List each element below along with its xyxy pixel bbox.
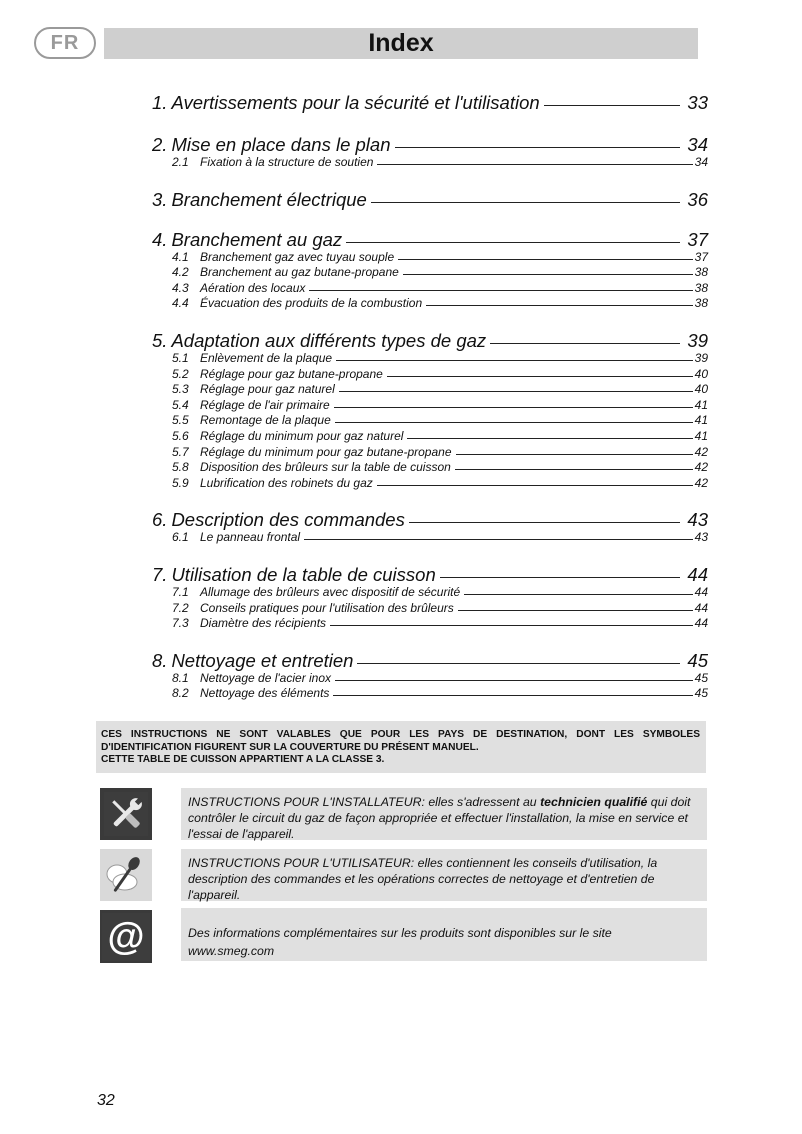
chef-spoon-icon xyxy=(100,849,152,901)
toc-subentry-number: 7.3 xyxy=(172,616,189,631)
toc-subentry-number: 6.1 xyxy=(172,530,189,545)
toc-entry-page: 33 xyxy=(687,92,708,113)
toc-subentry-title: Lubrification des robinets du gaz xyxy=(200,475,373,490)
toc-leader-line xyxy=(398,259,693,260)
toc-subentry-page: 44 xyxy=(694,600,708,615)
toc-leader-line xyxy=(456,454,693,455)
toc-entry-page: 39 xyxy=(687,329,708,351)
toc-subentry-title: Réglage du minimum pour gaz butane-propane xyxy=(200,444,452,459)
toc-leader-line xyxy=(334,407,693,408)
toc-subentry-number: 4.3 xyxy=(172,280,189,295)
toc-subentry-page: 39 xyxy=(694,350,708,365)
toc-subentry[interactable] xyxy=(172,429,708,445)
toc-subentry-title: Réglage pour gaz naturel xyxy=(200,382,335,397)
toc-subentry-title: Évacuation des produits de la combustion xyxy=(200,296,423,311)
toc-leader-line xyxy=(458,610,693,611)
toc-subentry-page: 45 xyxy=(694,686,708,701)
toc-leader-line xyxy=(333,695,692,696)
toc-subentry-number: 5.5 xyxy=(172,413,189,428)
toc-subentry-title: Nettoyage des éléments xyxy=(200,686,330,701)
toc-subentry-title: Fixation à la structure de soutien xyxy=(200,155,374,169)
toc-subentry-page: 38 xyxy=(694,280,708,295)
toc-section xyxy=(152,134,708,171)
toc-entry-page: 37 xyxy=(687,228,708,250)
toc-subentry[interactable] xyxy=(172,616,708,632)
toc-leader-line xyxy=(330,625,693,626)
toc-subentry-page: 41 xyxy=(694,413,708,428)
toc-subentry-number: 7.1 xyxy=(172,584,189,599)
toc-leader-line xyxy=(335,680,693,681)
toc-entry-number: 2. xyxy=(152,134,168,155)
toc-subentry-title: Allumage des brûleurs avec dispositif de sécurité xyxy=(200,584,461,599)
toc-leader-line xyxy=(395,147,681,148)
toc-leader-line xyxy=(426,305,693,306)
toc-subentry-title: Réglage de l'air primaire xyxy=(200,397,330,412)
toc-leader-line xyxy=(336,360,693,361)
toc-subentry[interactable] xyxy=(172,686,708,702)
toc-subentry-page: 44 xyxy=(694,616,708,631)
toc-subentry[interactable] xyxy=(172,445,708,461)
table-of-contents xyxy=(152,92,708,702)
toc-entry-title: Description des commandes xyxy=(171,509,405,531)
toc-subentry[interactable] xyxy=(172,281,708,297)
toc-leader-line xyxy=(544,105,680,106)
toc-leader-line xyxy=(357,663,680,664)
toc-subentry-number: 5.2 xyxy=(172,366,189,381)
toc-leader-line xyxy=(377,485,693,486)
toc-subentry-number: 4.1 xyxy=(172,249,189,264)
toc-subentry-page: 37 xyxy=(694,249,708,264)
toc-subentry[interactable] xyxy=(172,250,708,266)
toc-entry-page: 34 xyxy=(687,134,708,155)
toc-subentry-page: 40 xyxy=(694,366,708,381)
toc-entry-title: Branchement électrique xyxy=(171,188,367,210)
website-text-line-1: Des informations complémentaires sur les produits sont disponibles sur le site xyxy=(188,926,612,940)
toc-subentry[interactable] xyxy=(172,398,708,414)
tools-icon xyxy=(100,788,152,840)
toc-subentry-number: 5.9 xyxy=(172,475,189,490)
toc-entry[interactable] xyxy=(152,509,708,531)
toc-subentry-page: 40 xyxy=(694,382,708,397)
toc-subentry-number: 5.7 xyxy=(172,444,189,459)
toc-entry-number: 7. xyxy=(152,563,168,585)
toc-subentry-title: Enlèvement de la plaque xyxy=(200,350,333,365)
toc-subentry-title: Réglage pour gaz butane-propane xyxy=(200,366,383,381)
toc-entry-number: 8. xyxy=(152,649,168,671)
toc-entry-page: 36 xyxy=(687,188,708,210)
toc-subentry-title: Branchement au gaz butane-propane xyxy=(200,265,399,280)
website-text xyxy=(181,908,707,961)
toc-subentry[interactable] xyxy=(172,367,708,383)
toc-entry-number: 6. xyxy=(152,509,168,531)
installer-text-prefix: INSTRUCTIONS POUR L'INSTALLATEUR: elles s'adressent au xyxy=(188,795,541,809)
toc-leader-line xyxy=(464,594,693,595)
toc-subentry-number: 4.2 xyxy=(172,265,189,280)
installer-text xyxy=(181,788,707,840)
notice-line-1: CES INSTRUCTIONS NE SONT VALABLES QUE POUR LES PAYS DE DESTINATION, DONT LES SYMBOLES D'IDENTIFICATION FIGURENT SUR LA COUVERTURE DU PRÉSENT MANUEL. xyxy=(101,729,700,753)
toc-entry-title: Mise en place dans le plan xyxy=(171,134,391,155)
toc-entry-page: 43 xyxy=(687,509,708,531)
toc-subentry-page: 41 xyxy=(694,428,708,443)
at-sign-icon xyxy=(100,910,152,963)
toc-leader-line xyxy=(371,202,680,203)
language-badge: FR xyxy=(34,27,96,59)
toc-subentry-title: Nettoyage de l'acier inox xyxy=(200,670,332,685)
toc-subentry-number: 5.4 xyxy=(172,397,189,412)
toc-subentry-number: 8.1 xyxy=(172,670,189,685)
toc-leader-line xyxy=(455,469,693,470)
toc-leader-line xyxy=(377,164,692,165)
toc-entry-title: Branchement au gaz xyxy=(171,228,343,250)
toc-leader-line xyxy=(309,290,692,291)
toc-subentry[interactable] xyxy=(172,413,708,429)
toc-leader-line xyxy=(304,539,693,540)
toc-leader-line xyxy=(407,438,692,439)
toc-subentry[interactable] xyxy=(172,530,708,546)
toc-entry-number: 5. xyxy=(152,329,168,351)
page-number: 32 xyxy=(97,1092,115,1109)
toc-entry-number: 3. xyxy=(152,188,168,210)
toc-entry-title: Avertissements pour la sécurité et l'utilisation xyxy=(171,92,540,113)
website-url[interactable]: www.smeg.com xyxy=(188,944,275,958)
toc-subentry-number: 5.1 xyxy=(172,350,189,365)
toc-subentry-title: Réglage du minimum pour gaz naturel xyxy=(200,428,404,443)
toc-entry-number: 1. xyxy=(152,92,168,113)
toc-section xyxy=(152,229,708,312)
toc-subentry-page: 43 xyxy=(694,530,708,545)
toc-section xyxy=(152,509,708,546)
toc-section xyxy=(152,189,708,211)
toc-subentry[interactable] xyxy=(172,601,708,617)
toc-subentry-number: 2.1 xyxy=(172,155,189,169)
notice-line-2: CETTE TABLE DE CUISSON APPARTIENT A LA CLASSE 3. xyxy=(101,754,385,765)
toc-leader-line xyxy=(440,577,680,578)
toc-subentry-page: 38 xyxy=(694,265,708,280)
toc-section xyxy=(152,564,708,632)
toc-subentry[interactable] xyxy=(172,351,708,367)
toc-entry-number: 4. xyxy=(152,228,168,250)
toc-leader-line xyxy=(490,343,680,344)
svg-text:@: @ xyxy=(107,915,145,958)
toc-subentry[interactable] xyxy=(172,671,708,687)
toc-subentry-title: Branchement gaz avec tuyau souple xyxy=(200,249,395,264)
toc-subentry-number: 5.8 xyxy=(172,460,189,475)
toc-entry[interactable] xyxy=(152,330,708,352)
toc-entry-page: 45 xyxy=(687,649,708,671)
toc-subentry-page: 42 xyxy=(694,460,708,475)
toc-subentry-page: 34 xyxy=(694,155,708,169)
toc-subentry-title: Remontage de la plaque xyxy=(200,413,331,428)
toc-subentry[interactable] xyxy=(172,460,708,476)
toc-entry[interactable] xyxy=(152,650,708,672)
toc-entry[interactable] xyxy=(152,92,708,114)
toc-subentry-page: 38 xyxy=(694,296,708,311)
toc-subentry-page: 44 xyxy=(694,584,708,599)
toc-subentry-page: 42 xyxy=(694,444,708,459)
user-text: INSTRUCTIONS POUR L'UTILISATEUR: elles contiennent les conseils d'utilisation, la description des commandes et les opérations correctes de nettoyage et d'entretien de l'appareil. xyxy=(181,849,707,901)
toc-subentry-title: Diamètre des récipients xyxy=(200,616,327,631)
toc-subentry-title: Conseils pratiques pour l'utilisation des brûleurs xyxy=(200,600,454,615)
toc-subentry[interactable] xyxy=(172,585,708,601)
toc-section xyxy=(152,92,708,114)
toc-entry[interactable] xyxy=(152,229,708,251)
toc-subentry[interactable] xyxy=(172,382,708,398)
toc-section xyxy=(152,650,708,702)
validity-notice xyxy=(96,721,706,773)
toc-leader-line xyxy=(409,522,680,523)
toc-entry-page: 44 xyxy=(687,563,708,585)
toc-entry[interactable] xyxy=(152,564,708,586)
toc-leader-line xyxy=(387,376,693,377)
toc-subentry-number: 8.2 xyxy=(172,686,189,701)
toc-subentry[interactable] xyxy=(172,296,708,312)
toc-leader-line xyxy=(403,274,693,275)
toc-subentry-number: 5.6 xyxy=(172,428,189,443)
toc-subentry-number: 7.2 xyxy=(172,600,189,615)
toc-subentry-title: Disposition des brûleurs sur la table de cuisson xyxy=(200,460,451,475)
installer-text-emphasis: technicien qualifié xyxy=(540,795,648,809)
toc-subentry-number: 5.3 xyxy=(172,382,189,397)
toc-subentry-page: 42 xyxy=(694,475,708,490)
toc-subentry-title: Le panneau frontal xyxy=(200,530,301,545)
toc-section xyxy=(152,330,708,491)
toc-entry-title: Nettoyage et entretien xyxy=(171,649,354,671)
toc-entry-title: Utilisation de la table de cuisson xyxy=(171,563,436,585)
toc-subentry-page: 45 xyxy=(694,670,708,685)
toc-entry-title: Adaptation aux différents types de gaz xyxy=(171,329,487,351)
toc-leader-line xyxy=(346,242,680,243)
toc-subentry[interactable] xyxy=(172,155,708,171)
toc-entry[interactable] xyxy=(152,189,708,211)
toc-subentry[interactable] xyxy=(172,265,708,281)
toc-leader-line xyxy=(339,391,693,392)
toc-subentry[interactable] xyxy=(172,476,708,492)
toc-subentry-number: 4.4 xyxy=(172,296,189,311)
page-title: Index xyxy=(104,28,698,59)
toc-entry[interactable] xyxy=(152,134,708,156)
toc-subentry-title: Aération des locaux xyxy=(200,280,306,295)
installer-text-suffix: qui doit contrôler le circuit du gaz de façon appropriée et effectuer l'installation, la mise en service et l'essai de l'appareil. xyxy=(188,795,691,841)
toc-leader-line xyxy=(335,422,693,423)
toc-subentry-page: 41 xyxy=(694,397,708,412)
